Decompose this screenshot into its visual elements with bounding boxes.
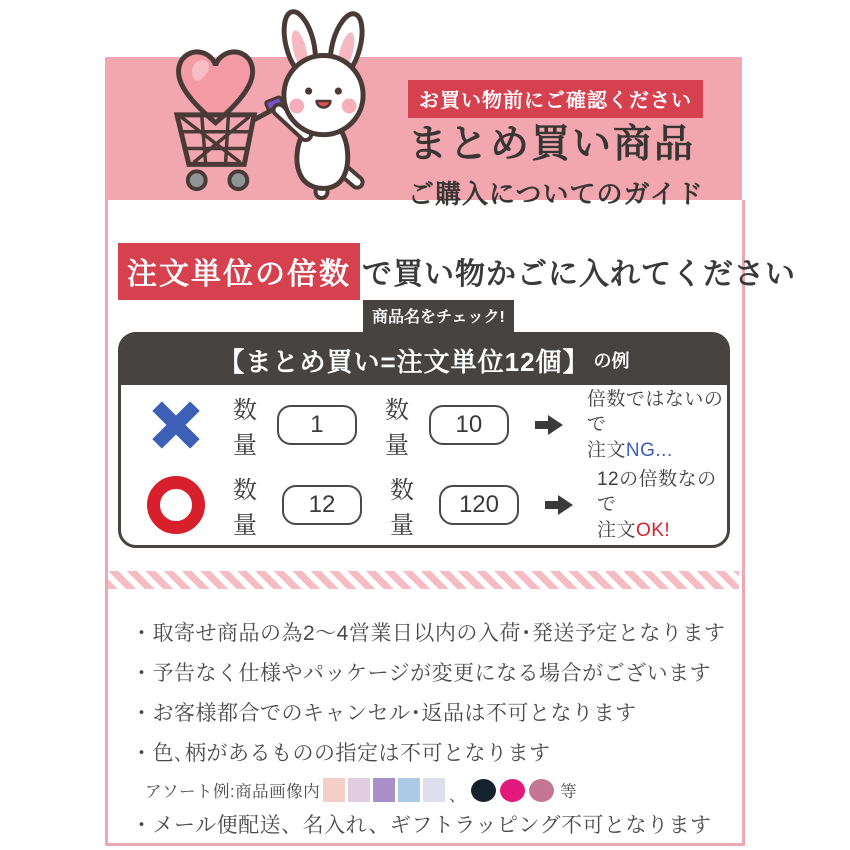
note-item: ・メール便配送、名入れ、ギフトラッピング不可となります xyxy=(131,814,712,837)
product-name-callout: 商品名をチェック! xyxy=(363,300,514,332)
assort-suffix: 等 xyxy=(560,783,577,801)
result-word-ok: OK! xyxy=(635,519,671,541)
example-header-main: 【まとめ買い=注文単位12個】 xyxy=(218,346,590,377)
confirm-badge: お買い物前にご確認ください xyxy=(408,80,703,118)
quantity-group xyxy=(390,470,519,540)
swatch-round xyxy=(529,779,554,802)
right-arrow-icon xyxy=(545,493,573,517)
cart-wheel-right xyxy=(229,171,247,189)
result-prefix: 注文 xyxy=(586,439,626,461)
banner-subtitle: ご購入についてのガイド xyxy=(408,178,704,209)
assort-example-row xyxy=(145,772,731,808)
result-reason: 12の倍数なので xyxy=(596,468,717,516)
quantity-label: 数量 xyxy=(384,397,410,459)
swatch-square xyxy=(348,778,370,802)
heart-icon xyxy=(179,52,253,123)
instruction-highlight: 注文単位の倍数 xyxy=(118,243,360,300)
cart-wheel-left xyxy=(188,171,206,189)
quantity-group xyxy=(233,390,357,460)
example-box-header xyxy=(121,335,727,385)
swatch-square xyxy=(423,778,445,802)
ok-circle-icon xyxy=(147,476,205,534)
rabbit-eye-left xyxy=(305,88,312,95)
callout-pointer xyxy=(432,326,448,335)
result-word-ng: NG... xyxy=(625,439,673,461)
note-item: ・お客様都合でのキャンセル･返品は不可となります xyxy=(131,702,637,725)
example-header-suffix: の例 xyxy=(593,351,630,371)
example-row-ng xyxy=(121,385,727,465)
quantity-value-box: 1 xyxy=(277,405,357,445)
assort-label: アソート例:商品画像内 xyxy=(145,783,321,801)
example-row-ok xyxy=(121,465,727,545)
rabbit-cart-illustration xyxy=(148,4,398,202)
rabbit-mouth xyxy=(317,101,331,107)
quantity-value-box: 10 xyxy=(429,405,509,445)
quantity-value-box: 12 xyxy=(282,485,362,525)
instruction-rest: で買い物かごに入れてください xyxy=(362,258,796,291)
banner-text-block xyxy=(408,80,704,211)
ng-cross-icon xyxy=(147,396,205,454)
swatch-square xyxy=(373,778,395,802)
result-text xyxy=(587,387,727,464)
swatch-square xyxy=(398,778,420,802)
result-reason: 倍数ではないので xyxy=(586,388,724,436)
assort-comma: 、 xyxy=(449,787,466,805)
quantity-label: 数量 xyxy=(233,397,258,459)
note-item: ・取寄せ商品の為2〜4営業日以内の入荷･発送予定となります xyxy=(131,622,726,645)
quantity-label: 数量 xyxy=(389,477,415,539)
quantity-group xyxy=(233,470,362,540)
note-item: ・色､柄があるものの指定は不可となります xyxy=(131,742,551,765)
result-text xyxy=(597,467,727,544)
swatch-round xyxy=(500,779,525,802)
banner-title: まとめ買い商品 xyxy=(408,123,696,166)
swatch-round xyxy=(471,779,496,802)
right-arrow-icon xyxy=(535,413,563,437)
quantity-group xyxy=(385,390,509,460)
example-box xyxy=(118,332,730,548)
rabbit-cheek-right xyxy=(342,99,357,114)
quantity-value-box: 120 xyxy=(439,485,519,525)
rabbit-cheek-left xyxy=(289,99,304,114)
swatch-square xyxy=(323,778,345,802)
note-item: ・予告なく仕様やパッケージが変更になる場合がございます xyxy=(131,662,712,685)
instruction-heading xyxy=(118,243,796,300)
notes-list xyxy=(131,620,731,850)
result-prefix: 注文 xyxy=(596,519,636,541)
rabbit-eye-right xyxy=(335,88,342,95)
striped-divider xyxy=(108,571,739,589)
rabbit-head xyxy=(284,55,363,134)
quantity-label: 数量 xyxy=(233,477,258,539)
